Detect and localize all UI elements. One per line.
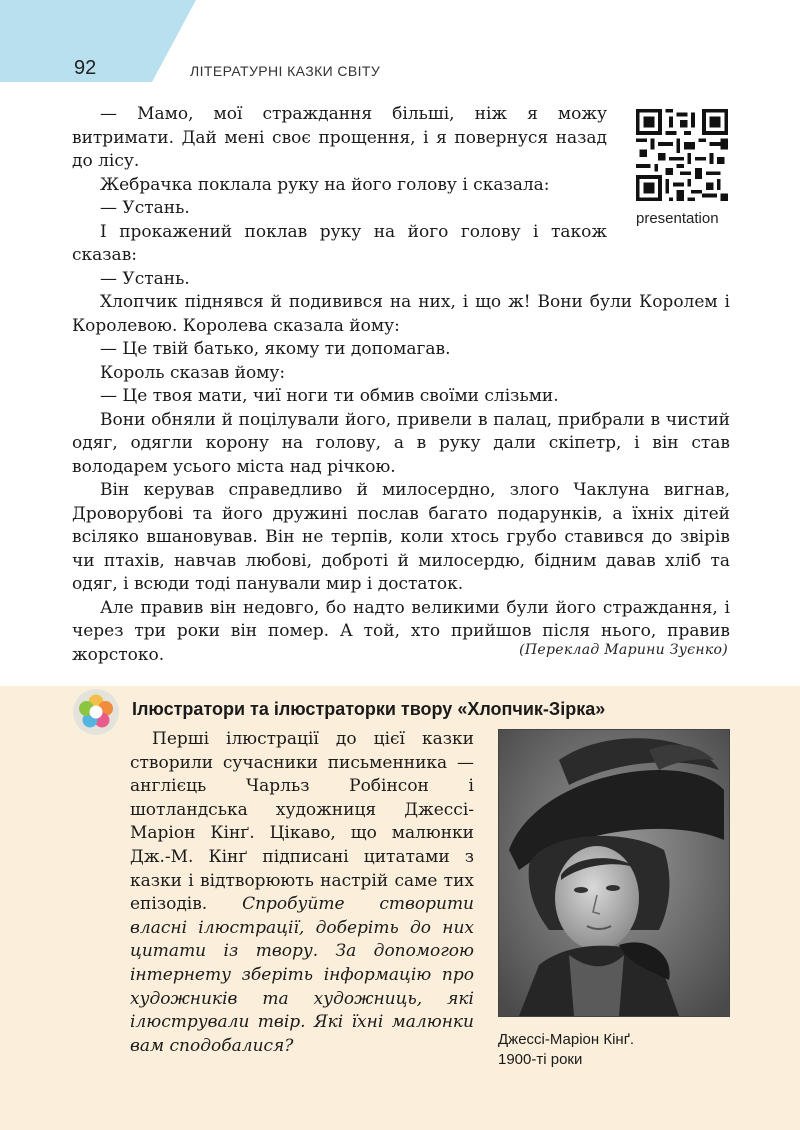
header-corner-decoration [0,0,800,90]
story-paragraph: — Це твоя мати, чиї ноги ти обмив своїми слізьми. [100,386,559,406]
story-paragraph: — Устань. [100,268,190,289]
photo-caption [498,1030,728,1070]
translator-credit: (Переклад Марини Зуєнко) [519,642,728,658]
panel-intro-text: Перші ілюстрації до цієї казки створили сучасники письменника — англієць Чарльз Робінсон і шотландська художниця Джессі-Маріон Кінґ. Цікаво, що малюнки Дж.-М. Кінґ підписані цитатами з казки і відтворюють настрій саме тих епізодів. [130,729,474,915]
flower-icon [73,689,119,735]
story-paragraph: Вони обняли й поцілували його, привели в палац, прибрали в чистий одяг, одягли корону на голову, а в руку дали скіпетр, і він став володарем усього міста над річкою. [72,409,730,477]
story-paragraph: Жебрачка поклала руку на його голову і сказала: [100,174,550,195]
photo-caption-date: 1900-ті роки [498,1051,583,1068]
page-number: 92 [74,57,97,79]
running-title: ЛІТЕРАТУРНІ КАЗКИ СВІТУ [190,63,381,79]
story-text [72,103,730,667]
panel-text [130,728,474,1058]
header-tab-shape [0,0,196,82]
story-paragraph: — Мамо, мої страждання більші, ніж я можу витримати. Дай мені своє прощення, і я повернуся назад до лісу. [72,104,607,171]
qr-caption: presentation [636,210,719,227]
portrait-photo [498,729,730,1017]
story-paragraph: Але правив він недовго, бо надто великими були його страждання, і через три роки він помер. А той, хто прийшов після нього, правив жорстоко. [72,597,730,665]
photo-caption-name: Джессі-Маріон Кінґ. [498,1031,635,1048]
panel-title: Ілюстратори та ілюстраторки твору «Хлопчик-Зірка» [132,699,606,719]
story-paragraph: І прокажений поклав руку на його голову і також сказав: [72,221,607,265]
panel-task-text: Спробуйте створити власні ілюстрації, доберіть до них цитати із твору. За допомогою інтернету зберіть інформацію про художників та художниць, які ілюстрували твір. Які їхні малюнки вам сподобалися? [130,894,475,1056]
story-paragraph: Король сказав йому: [100,362,286,383]
story-paragraph: — Це твій батько, якому ти допомагав. [100,339,451,359]
story-paragraph: — Устань. [100,198,190,218]
story-paragraph: Хлопчик піднявся й подивився на них, і що ж! Вони були Королем і Королевою. Королева сказала йому: [72,292,730,336]
story-paragraph: Він керував справедливо й милосердно, злого Чаклуна вигнав, Дроворубові та його дружині послав багато подарунків, а їхніх дітей всіляко вшановував. Він не терпів, коли хтось грубо ставився до звірів чи птахів, навчав любові, доброті й милосердю, бідним давав хліб та одяг, і всюди тоді панували мир і достаток. [72,480,730,594]
